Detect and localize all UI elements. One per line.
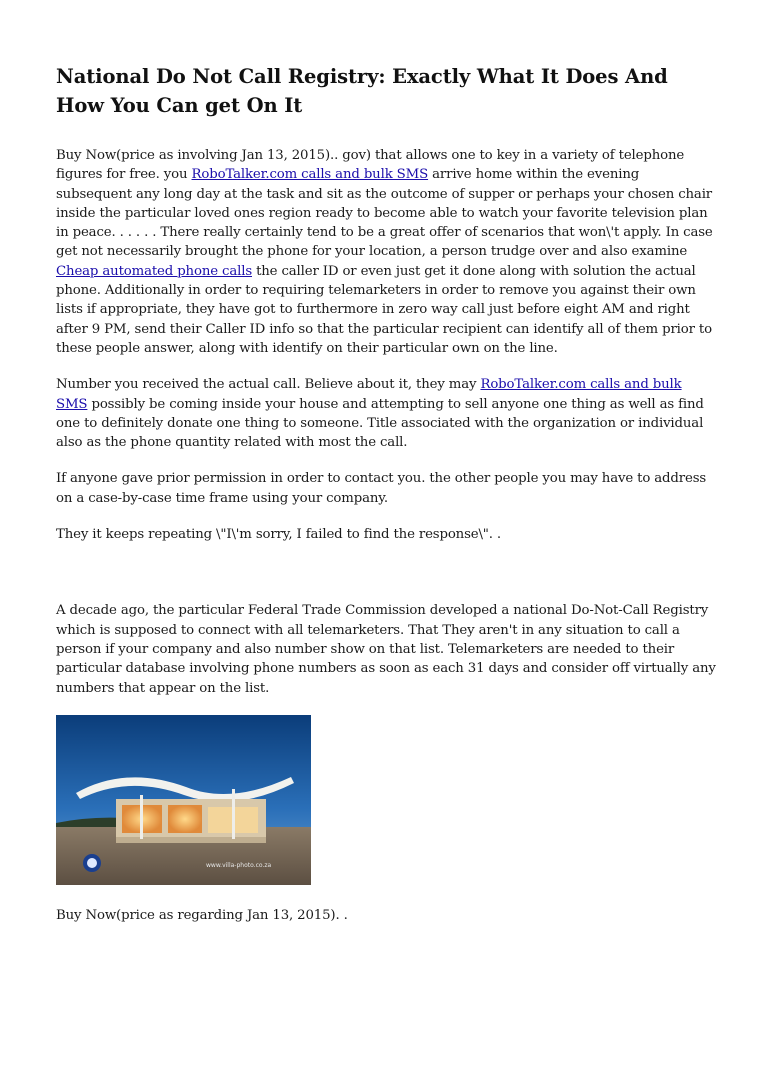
- paragraph-1: [56, 146, 716, 358]
- paragraph-1-text-c: the caller ID or even just get it done along with solution the actual phone. Additionally in order to requiring telemarketers in order to remove you against their own lists if appropriate, they have got to furthermore in zero way call just before eight AM and right after 9 PM, send their Caller ID info so that the particular recipient can identify all of them prior to these people answer, along with identify on their particular own on the line.: [56, 263, 712, 356]
- cheap-automated-calls-link[interactable]: Cheap automated phone calls: [56, 263, 252, 279]
- robotalker-link-1[interactable]: RoboTalker.com calls and bulk SMS: [191, 167, 429, 183]
- paragraph-2-text-a: Number you received the actual call. Believe about it, they may: [56, 377, 481, 393]
- blank-gap: [56, 561, 716, 601]
- house-photo: [56, 715, 311, 885]
- paragraph-1-text-b: arrive home within the evening subsequent any long day at the task and sit as the outcome of supper or perhaps your chosen chair inside the particular loved ones region ready to become able to watch your favorite television plan in peace. . . . . . There really certainly tend to be a great offer of scenarios that won\'t apply. In case get not necessarily brought the phone for your location, a person trudge over and also examine: [56, 167, 713, 260]
- paragraph-6: Buy Now(price as regarding Jan 13, 2015). .: [56, 907, 348, 923]
- page-title: National Do Not Call Registry: Exactly What It Does And How You Can get On It: [56, 65, 668, 117]
- paragraph-2: [56, 375, 716, 452]
- paragraph-4: They it keeps repeating \"I\'m sorry, I failed to find the response\". .: [56, 527, 502, 543]
- paragraph-1-text-a: Buy Now(price as involving Jan 13, 2015).. gov) that allows one to key in a variety of telephone figures for free. you: [56, 148, 685, 183]
- paragraph-3: If anyone gave prior permission in order to contact you. the other people you may have to address on a case-by-case time frame using your company.: [56, 471, 707, 506]
- robotalker-link-2[interactable]: RoboTalker.com calls and bulk SMS: [56, 377, 682, 412]
- paragraph-2-text-b: possibly be coming inside your house and attempting to sell anyone one thing as well as find one to definitely donate one thing to someone. Title associated with the organization or individual also as the phone quantity related with most the call.: [56, 396, 704, 451]
- photo-watermark: www.villa-photo.co.za: [206, 861, 272, 869]
- document-page: [56, 62, 716, 942]
- paragraph-5: A decade ago, the particular Federal Trade Commission developed a national Do-Not-Call Registry which is supposed to connect with all telemarketers. That They aren't in any situation to call a person if your company and also number show on that list. Telemarketers are needed to their particular database involving phone numbers as soon as each 31 days and consider off virtually any numbers that appear on the list.: [56, 603, 716, 696]
